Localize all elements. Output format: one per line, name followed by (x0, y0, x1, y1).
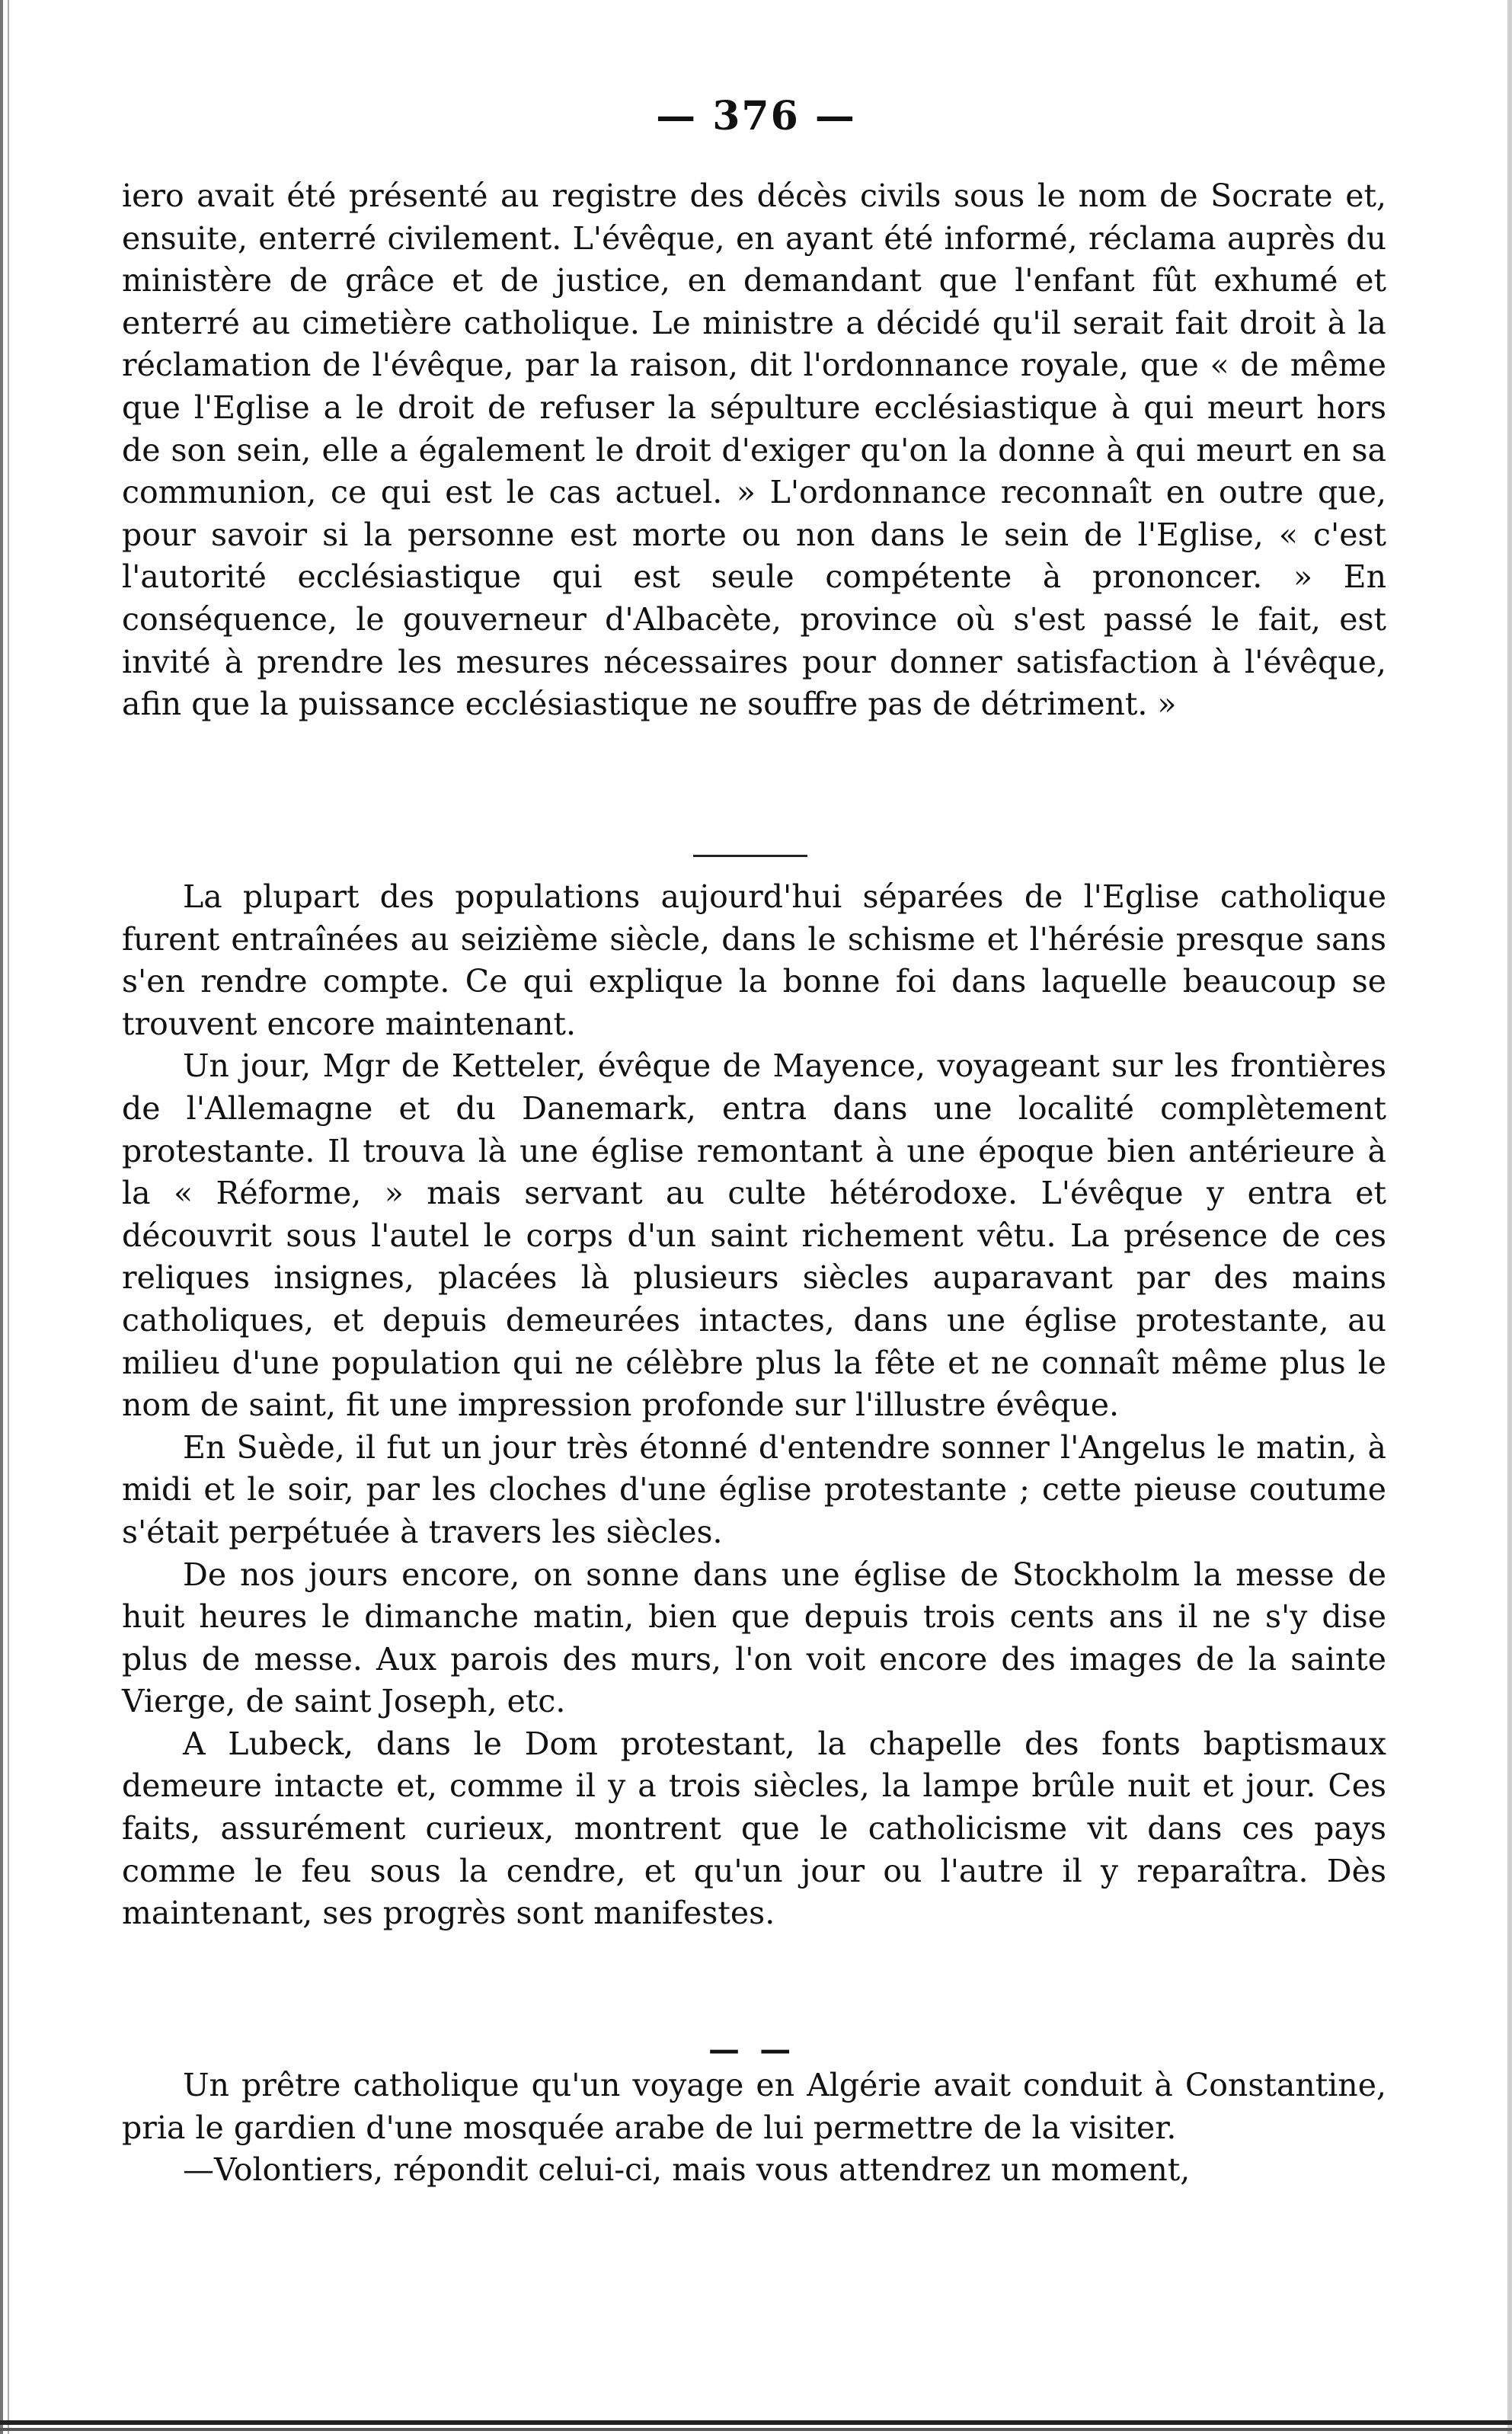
bottom-edge-rule (0, 2414, 1512, 2434)
text-block-top (122, 175, 1386, 726)
paragraph: iero avait été présenté au registre des décès civils sous le nom de Socrate et, ensuite, enterré civilement. L'évêque, en ayant été informé, réclama auprès du ministère de grâce et de justice, en demandant que l'enfant fût exhumé et enterré au cimetière catholique. Le ministre a décidé qu'il serait fait droit à la réclamation de l'évêque, par la raison, dit l'ordonnance royale, que « de même que l'Eglise a le droit de refuser la sépulture ecclésiastique à qui meurt hors de son sein, elle a également le droit d'exiger qu'on la donne à qui meurt en sa communion, ce qui est le cas actuel. » L'ordonnance reconnaît en outre que, pour savoir si la personne est morte ou non dans le sein de l'Eglise, « c'est l'autorité ecclésiastique qui est seule compétente à prononcer. » En conséquence, le gouverneur d'Albacète, province où s'est passé le fait, est invité à prendre les mesures nécessaires pour donner satisfaction à l'évêque, afin que la puissance ecclésiastique ne souffre pas de détriment. » (122, 178, 1386, 723)
paragraph: A Lubeck, dans le Dom protestant, la chapelle des fonts baptismaux demeure intacte et, comme il y a trois siècles, la lampe brûle nuit et jour. Ces faits, assurément curieux, montrent que le catholicisme vit dans ces pays comme le feu sous la cendre, et qu'un jour ou l'autre il y reparaîtra. Dès maintenant, ses progrès sont manifestes. (122, 1725, 1386, 1932)
paragraph: —Volontiers, répondit celui-ci, mais vous attendrez un moment, (183, 2151, 1191, 2189)
paragraph: En Suède, il fut un jour très étonné d'entendre sonner l'Angelus le matin, à midi et le soir, par les cloches d'une église protestante ; cette pieuse coutume s'était perpétuée à travers les siècles. (122, 1428, 1386, 1550)
text-block-bottom (122, 2065, 1386, 2192)
paragraph: Un jour, Mgr de Ketteler, évêque de Mayence, voyageant sur les frontières de l'Allemagne et du Danemark, entra dans une localité complètement protestante. Il trouva là une église remontant à une époque bien antérieure à la « Réforme, » mais servant au culte hétérodoxe. L'évêque y entra et découvrit sous l'autel le corps d'un saint richement vêtu. La présence de ces reliques insignes, placées là plusieurs siècles auparavant par des mains catholiques, et depuis demeurées intactes, dans une église protestante, au milieu d'une population qui ne célèbre plus la fête et ne connaît même plus le nom de saint, fit une impression profonde sur l'illustre évêque. (122, 1047, 1386, 1424)
paragraph: Un prêtre catholique qu'un voyage en Algérie avait conduit à Constantine, pria le gardien d'une mosquée arabe de lui permettre de la visiter. (122, 2067, 1386, 2146)
section-separator-dashes: — — (708, 2031, 796, 2068)
paragraph: De nos jours encore, on sonne dans une église de Stockholm la messe de huit heures le dimanche matin, bien que depuis trois cents ans il ne s'y dise plus de messe. Aux parois des murs, l'on voit encore des images de la sainte Vierge, de saint Joseph, etc. (122, 1556, 1386, 1720)
text-block-middle (122, 876, 1386, 1935)
section-separator (693, 855, 807, 857)
page-number: — 376 — (656, 93, 856, 139)
paragraph: La plupart des populations aujourd'hui séparées de l'Eglise catholique furent entraînées au seizième siècle, dans le schisme et l'hérésie presque sans s'en rendre compte. Ce qui explique la bonne foi dans laquelle beaucoup se trouvent encore maintenant. (122, 878, 1386, 1042)
right-margin-edge (1507, 0, 1512, 2434)
left-margin-binding-edge (0, 0, 14, 2434)
